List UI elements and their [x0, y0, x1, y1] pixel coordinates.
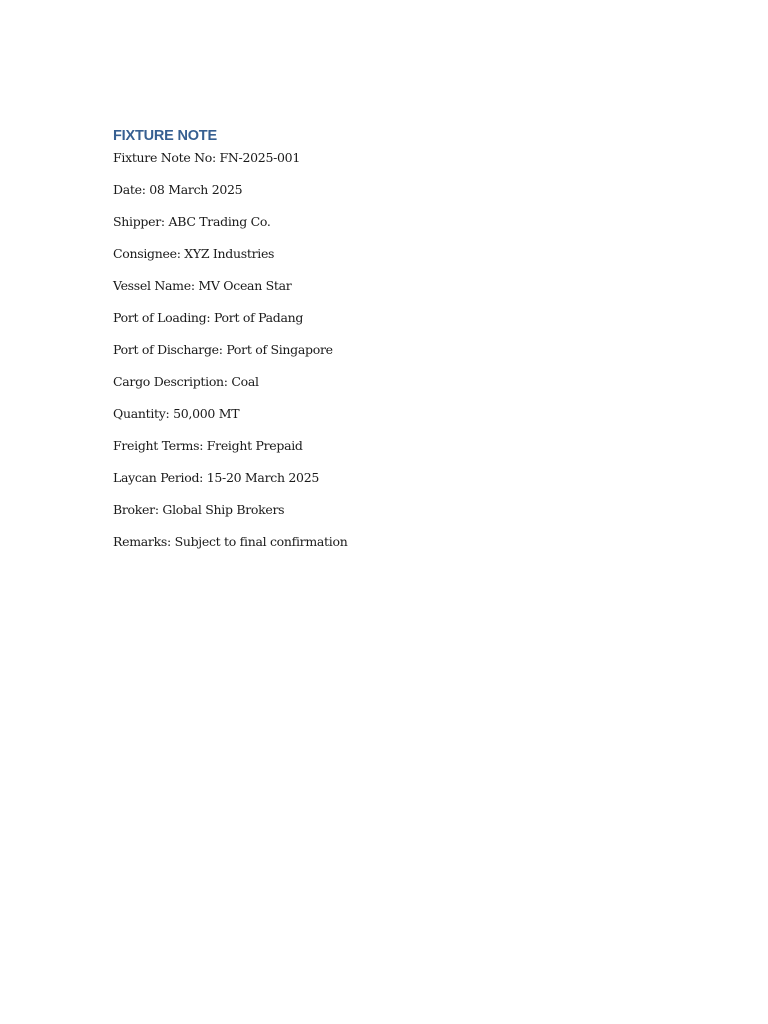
- field-broker: Broker: Global Ship Brokers: [113, 502, 285, 517]
- field-laycan-period: Laycan Period: 15-20 March 2025: [113, 470, 319, 485]
- field-consignee: Consignee: XYZ Industries: [113, 246, 275, 261]
- field-freight-terms: Freight Terms: Freight Prepaid: [113, 438, 303, 453]
- field-list: [113, 148, 673, 564]
- field-port-of-loading: Port of Loading: Port of Padang: [113, 310, 304, 325]
- field-fixture-note-no: Fixture Note No: FN-2025-001: [113, 150, 300, 165]
- field-date: Date: 08 March 2025: [113, 182, 243, 197]
- field-shipper: Shipper: ABC Trading Co.: [113, 214, 271, 229]
- field-port-of-discharge: Port of Discharge: Port of Singapore: [113, 342, 333, 357]
- field-remarks: Remarks: Subject to final confirmation: [113, 534, 348, 549]
- field-cargo-description: Cargo Description: Coal: [113, 374, 259, 389]
- document-page: [113, 124, 673, 564]
- document-title: FIXTURE NOTE: [113, 128, 217, 144]
- field-quantity: Quantity: 50,000 MT: [113, 406, 240, 421]
- field-vessel-name: Vessel Name: MV Ocean Star: [113, 278, 292, 293]
